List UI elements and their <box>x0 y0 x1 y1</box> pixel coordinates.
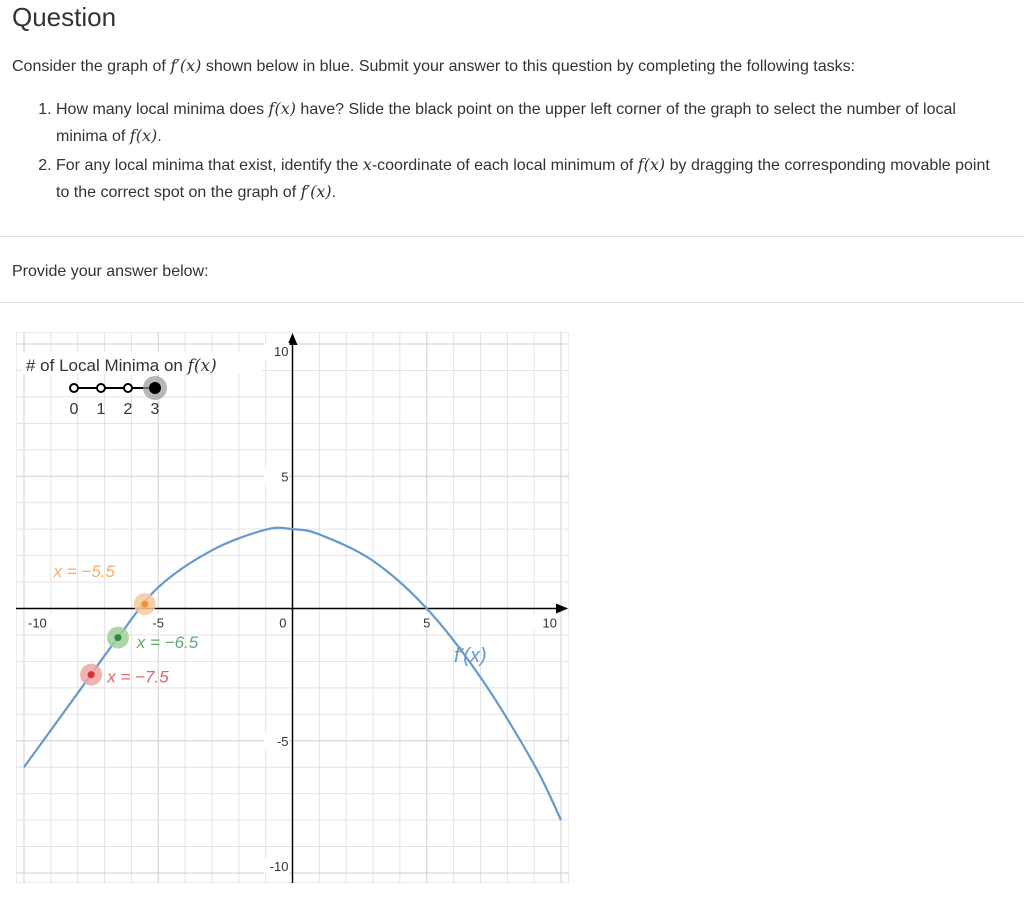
movable-point[interactable] <box>141 601 148 608</box>
movable-point[interactable] <box>114 634 121 641</box>
y-tick-label: 5 <box>281 469 289 485</box>
task2-text-a: For any local minima that exist, identify the <box>56 157 363 174</box>
y-tick-label: -5 <box>276 733 289 749</box>
movable-point-label: x = −6.5 <box>136 633 199 653</box>
task1-text-b: have? Slide the black point on the upper left corner of the graph to select the number of local minima of <box>56 101 956 145</box>
intro-math-fprime: f′(x) <box>170 56 202 75</box>
graph-panel[interactable] <box>16 332 569 883</box>
x-tick-label: -5 <box>152 615 165 631</box>
slider-tick-label: 3 <box>150 401 160 418</box>
slider-title-math: f(x) <box>187 356 217 376</box>
task1-math-b: f(x) <box>129 126 158 145</box>
x-tick-label: 10 <box>542 615 557 631</box>
task1-text-a: How many local minima does <box>56 101 269 118</box>
intro-text-after: shown below in blue. Submit your answer to this question by completing the following tasks: <box>201 58 856 75</box>
intro-text-before: Consider the graph of <box>12 58 171 75</box>
task2-math-a: x <box>362 155 372 174</box>
x-tick-label: -10 <box>28 615 47 631</box>
y-tick-label: 10 <box>274 344 289 359</box>
slider-handle[interactable] <box>149 382 161 394</box>
x-tick-label: 5 <box>423 615 431 631</box>
movable-point-label: x = −7.5 <box>107 667 169 687</box>
curve-label: f′(x) <box>454 645 487 667</box>
task-item-1 <box>56 96 996 150</box>
task2-math-c: f′(x) <box>300 182 332 201</box>
slider-tick-label: 0 <box>69 401 79 418</box>
task1-math-a: f(x) <box>268 99 296 118</box>
section-divider-top <box>0 236 1024 237</box>
task2-text-b: -coordinate of each local minimum of <box>371 157 638 174</box>
slider-tick-label: 1 <box>96 401 106 418</box>
graph-svg[interactable] <box>16 332 569 883</box>
movable-point[interactable] <box>88 671 95 678</box>
answer-prompt: Provide your answer below: <box>12 263 209 280</box>
task1-text-c: . <box>157 128 162 145</box>
slider-tick-label: 2 <box>123 401 133 418</box>
slider-title <box>26 356 217 376</box>
question-intro <box>12 56 855 76</box>
section-divider-bottom <box>0 302 1024 303</box>
movable-point-label: x = −5.5 <box>53 561 115 581</box>
x-tick-label: 0 <box>279 615 287 631</box>
y-tick-label: -10 <box>269 859 289 874</box>
task2-text-c: by dragging the corresponding movable point to the correct spot on the graph of <box>56 157 990 201</box>
task-item-2 <box>56 152 996 206</box>
slider-stop[interactable] <box>70 384 78 392</box>
slider-title-text: # of Local Minima on <box>26 356 188 375</box>
task2-text-d: . <box>331 184 337 201</box>
slider-stop[interactable] <box>97 384 105 392</box>
task-list <box>0 96 996 208</box>
task2-math-b: f(x) <box>637 155 666 174</box>
slider-stop[interactable] <box>124 384 132 392</box>
question-title: Question <box>12 2 117 32</box>
